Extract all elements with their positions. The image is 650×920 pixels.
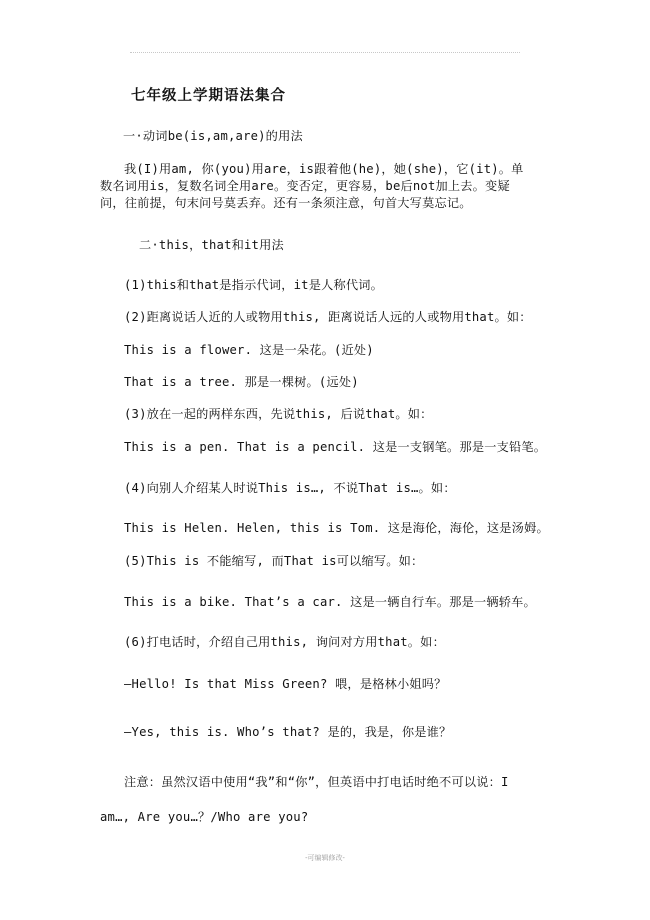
list-item: (5)This is 不能缩写, 而That is可以缩写。如： — [124, 554, 424, 568]
list-item: (2)距离说话人近的人或物用this, 距离说话人远的人或物用that。如： — [124, 310, 532, 324]
paragraph-line: 问，往前提，句末问号莫丢弃。还有一条须注意，句首大写莫忘记。 — [100, 196, 472, 210]
example-sentence: This is a bike. That’s a car. 这是一辆自行车。那是一辆轿车。 — [124, 595, 536, 609]
section-heading-be-verb: 一·动词be(is,am,are)的用法 — [123, 129, 303, 143]
example-sentence: This is a pen. That is a pencil. 这是一支钢笔。那是一支铅笔。 — [124, 440, 547, 454]
dialogue-line: —Hello! Is that Miss Green? 喂，是格林小姐吗？ — [124, 677, 447, 691]
example-sentence: That is a tree. 那是一棵树。(远处) — [124, 375, 359, 389]
note-line: am…, Are you…？/Who are you? — [100, 810, 309, 824]
dialogue-line: —Yes, this is. Who’s that? 是的，我是，你是谁？ — [124, 725, 452, 739]
example-sentence: This is Helen. Helen, this is Tom. 这是海伦，海伦，这是汤姆。 — [124, 521, 549, 535]
header-rule — [130, 52, 520, 53]
section-heading-this-that-it: 二·this，that和it用法 — [139, 238, 284, 252]
list-item: (6)打电话时，介绍自己用this, 询问对方用that。如： — [124, 635, 445, 649]
list-item: (4)向别人介绍某人时说This is…, 不说That is…。如： — [124, 481, 456, 495]
paragraph-line: 数名词用is，复数名词全用are。变否定，更容易，be后not加上去。变疑 — [100, 179, 510, 193]
example-sentence: This is a flower. 这是一朵花。(近处) — [124, 343, 374, 357]
page-title: 七年级上学期语法集合 — [131, 87, 286, 104]
paragraph-line: 我(I)用am, 你(you)用are，is跟着他(he)，她(she)，它(it)。单 — [124, 162, 524, 176]
footer-note: -可编辑修改- — [305, 854, 345, 862]
list-item: (1)this和that是指示代词，it是人称代词。 — [124, 278, 384, 292]
note-line: 注意：虽然汉语中使用“我”和“你”，但英语中打电话时绝不可以说：I — [124, 775, 509, 789]
list-item: (3)放在一起的两样东西，先说this, 后说that。如： — [124, 407, 433, 421]
